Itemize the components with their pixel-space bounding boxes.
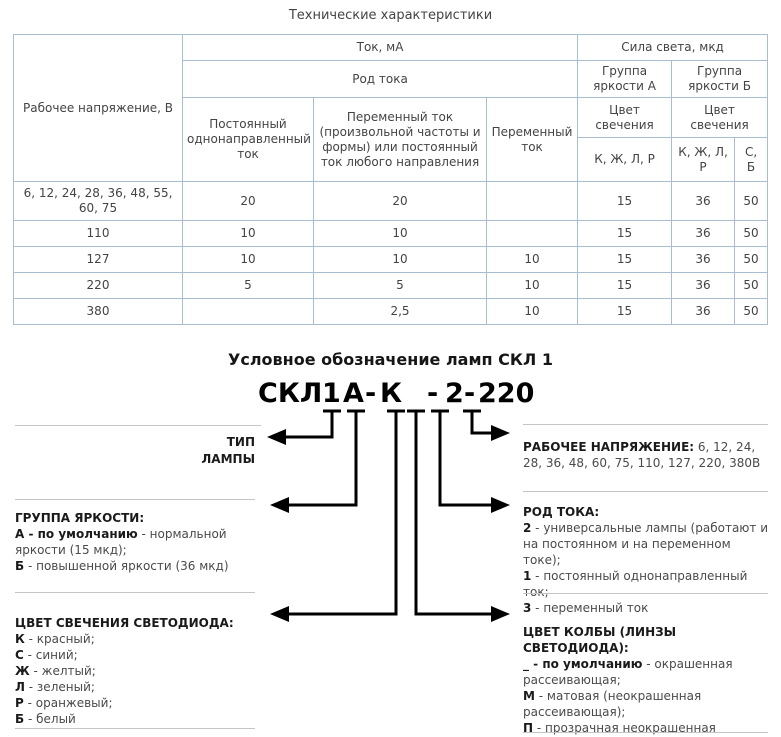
cell-int-b2: 50: [735, 221, 768, 247]
col-header-ac-any: Переменный ток (произвольной частоты и формы) или постоянный ток любого направления: [314, 98, 487, 182]
col-header-colors-b2: С, Б: [735, 138, 768, 182]
block-title: ЦВЕТ СВЕЧЕНИЯ СВЕТОДИОДА:: [15, 616, 234, 630]
col-header-intensity: Сила света, мкд: [578, 35, 768, 61]
legend-line: РАБОЧЕЕ НАПРЯЖЕНИЕ: 6, 12, 24, 28, 36, 48, 60, 75, 110, 127, 220, 380В: [523, 440, 761, 470]
legend-line: А - по умолчанию - нормальной яркости (15 мкд);: [15, 527, 227, 557]
table-row: [14, 182, 768, 221]
col-header-ac: Переменный ток: [487, 98, 578, 182]
legend-line: К - красный;: [15, 632, 95, 646]
cell-ac: 10: [487, 247, 578, 273]
block-title: ЦВЕТ КОЛБЫ (ЛИНЗЫ СВЕТОДИОДА):: [523, 625, 677, 655]
cell-int-b2: 50: [735, 247, 768, 273]
legend-line: 2 - универсальные лампы (работают и на постоянном и на переменном токе);: [523, 521, 769, 567]
cell-ac-any: 2,5: [314, 299, 487, 325]
formula-part: 220: [478, 378, 535, 409]
legend-line: Л - зеленый;: [15, 680, 95, 694]
formula-part: -: [365, 378, 377, 409]
cell-ac-any: 10: [314, 221, 487, 247]
divider: [523, 732, 768, 733]
cell-ac-any: 10: [314, 247, 487, 273]
spec-table: [13, 34, 768, 325]
table-row: [14, 299, 768, 325]
formula-part: 2: [445, 378, 464, 409]
arrowhead-left-icon: [270, 497, 289, 513]
specs-section: [0, 0, 781, 340]
designation-diagram: [0, 340, 781, 737]
cell-int-b1: 36: [672, 273, 735, 299]
arrowhead-left-icon: [270, 606, 289, 622]
legend-line: Ж - желтый;: [15, 664, 96, 678]
col-header-glow-b: Цвет свечения: [672, 98, 768, 138]
legend-line: Б - белый: [15, 712, 76, 726]
cell-voltage: 110: [14, 221, 183, 247]
cell-ac-any: 20: [314, 182, 487, 221]
cell-ac: [487, 182, 578, 221]
cell-int-b1: 36: [672, 247, 735, 273]
cell-int-b2: 50: [735, 182, 768, 221]
col-header-current-kind: Род тока: [183, 61, 578, 98]
cell-ac: [487, 221, 578, 247]
formula-part: А: [343, 378, 364, 409]
cell-int-b1: 36: [672, 299, 735, 325]
block-working-voltage: [523, 424, 768, 471]
block-glow-color: [15, 592, 255, 727]
diagram-title: Условное обозначение ламп СКЛ 1: [228, 350, 553, 369]
arrowhead-right-icon: [491, 425, 510, 441]
cell-dc: 20: [183, 182, 314, 221]
col-header-current: Ток, мА: [183, 35, 578, 61]
col-header-colors-a: К, Ж, Л, Р: [578, 138, 672, 182]
col-header-glow-a: Цвет свечения: [578, 98, 672, 138]
arrowhead-left-icon: [267, 429, 286, 445]
cell-int-a: 15: [578, 221, 672, 247]
cell-ac: 10: [487, 299, 578, 325]
cell-voltage: 380: [14, 299, 183, 325]
col-header-voltage: Рабочее напряжение, В: [14, 35, 183, 182]
legend-line: 1 - постоянный однонаправленный ток;: [523, 569, 748, 599]
legend-line: М - матовая (неокрашенная рассеивающая);: [523, 689, 702, 719]
block-brightness-group: [15, 499, 255, 574]
col-header-group-a: Группа яркости А: [578, 61, 672, 98]
cell-int-b2: 50: [735, 299, 768, 325]
col-header-colors-b1: К, Ж, Л, Р: [672, 138, 735, 182]
table-row: [14, 221, 768, 247]
cell-int-b1: 36: [672, 221, 735, 247]
cell-voltage: 127: [14, 247, 183, 273]
cell-int-b2: 50: [735, 273, 768, 299]
formula-part: -: [427, 378, 439, 409]
table-row: [14, 247, 768, 273]
cell-ac: 10: [487, 273, 578, 299]
legend-line: П - прозрачная неокрашенная: [523, 721, 716, 735]
cell-voltage: 6, 12, 24, 28, 36, 48, 55, 60, 75: [14, 182, 183, 221]
legend-line: _ - по умолчанию - окрашенная рассеивающая;: [523, 657, 733, 687]
formula-part: СКЛ: [258, 378, 323, 409]
cell-dc: 10: [183, 247, 314, 273]
col-header-group-b: Группа яркости Б: [672, 61, 768, 98]
cell-int-a: 15: [578, 273, 672, 299]
block-bulb-color: [523, 593, 768, 736]
cell-voltage: 220: [14, 273, 183, 299]
page-title: Технические характеристики: [288, 8, 493, 23]
legend-line: Р - оранжевый;: [15, 696, 113, 710]
cell-dc: [183, 299, 314, 325]
divider: [15, 728, 255, 729]
table-row: [14, 273, 768, 299]
cell-int-b1: 36: [672, 182, 735, 221]
arrowhead-right-icon: [491, 497, 510, 513]
cell-dc: 5: [183, 273, 314, 299]
formula-part: К: [380, 378, 403, 409]
arrowhead-right-icon: [491, 606, 510, 622]
col-header-dc: Постоянный однонаправленный ток: [183, 98, 314, 182]
cell-int-a: 15: [578, 247, 672, 273]
label-lamp-type: ТИП ЛАМПЫ: [15, 425, 261, 468]
legend-line: Б - повышенной яркости (36 мкд): [15, 559, 229, 573]
legend-line: 3 - переменный ток: [523, 601, 649, 615]
cell-dc: 10: [183, 221, 314, 247]
block-title: РОД ТОКА:: [523, 505, 600, 519]
formula-part: -: [464, 378, 476, 409]
cell-int-a: 15: [578, 182, 672, 221]
cell-int-a: 15: [578, 299, 672, 325]
legend-line: С - синий;: [15, 648, 78, 662]
block-title: ГРУППА ЯРКОСТИ:: [15, 511, 145, 525]
cell-ac-any: 5: [314, 273, 487, 299]
formula-part: 1: [322, 378, 341, 409]
